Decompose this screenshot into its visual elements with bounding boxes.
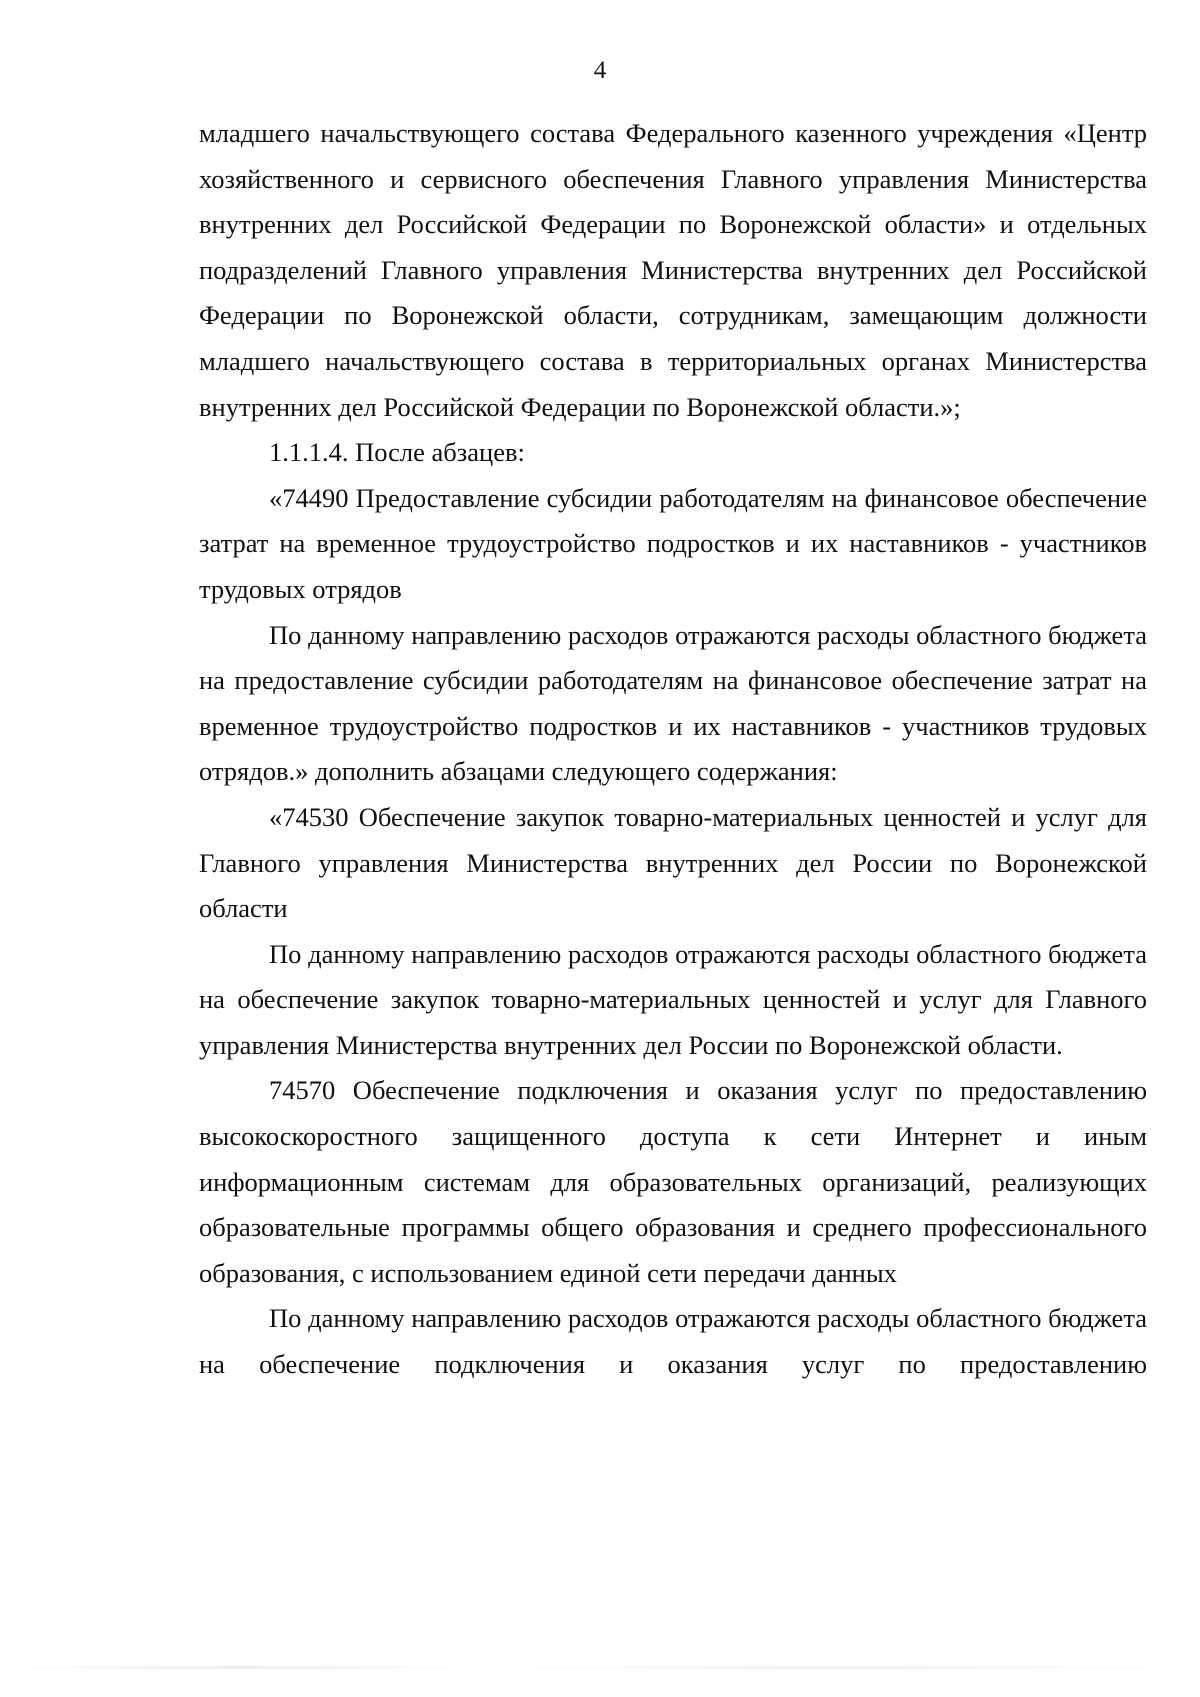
paragraph-quote-74490: «74490 Предоставление субсидии работодателям на финансовое обеспечение затрат на временное трудоустройство подростков и их наставников - участников трудовых отрядов — [199, 482, 1147, 604]
page-number: 4 — [593, 57, 607, 84]
paragraph-item-74570: 74570 Обеспечение подключения и оказания услуг по предоставлению высокоскоростного защищенного доступа к сети Интернет и иным информационным системам для образовательных организаций, реализующих образовательные программы общего образования и среднего профессионального образования, с использованием единой сети передачи данных — [199, 1075, 1147, 1288]
paragraph-expenses-74490: По данному направлению расходов отражаются расходы областного бюджета на предоставление субсидии работодателям на финансовое обеспечение затрат на временное трудоустройство подростков и их наставников - участников трудовых отрядов.» дополнить абзацами следующего содержания: — [199, 619, 1147, 787]
paragraph-continuation: младшего начальствующего состава Федерального казенного учреждения «Центр хозяйственного и сервисного обеспечения Главного управления Министерства внутренних дел Российской Федерации по Воронежской области» и отдельных подразделений Главного управления Министерства внутренних дел Российской Федерации по Воронежской области, сотрудникам, замещающим должности младшего начальствующего состава в территориальных органах Министерства внутренних дел Российской Федерации по Воронежской области.»; — [199, 118, 1147, 422]
paragraph-item-1-1-1-4: 1.1.1.4. После абзацев: — [269, 437, 525, 468]
scan-edge-artifact — [0, 1666, 1200, 1669]
paragraph-expenses-74570: По данному направлению расходов отражаются расходы областного бюджета на обеспечение подключения и оказания услуг по предоставлению — [199, 1303, 1147, 1380]
document-body — [199, 111, 1147, 1388]
paragraph-expenses-74530: По данному направлению расходов отражаются расходы областного бюджета на обеспечение закупок товарно-материальных ценностей и услуг для Главного управления Министерства внутренних дел России по Воронежской области. — [199, 938, 1147, 1060]
paragraph-quote-74530: «74530 Обеспечение закупок товарно-материальных ценностей и услуг для Главного управления Министерства внутренних дел России по Воронежской области — [199, 801, 1147, 924]
